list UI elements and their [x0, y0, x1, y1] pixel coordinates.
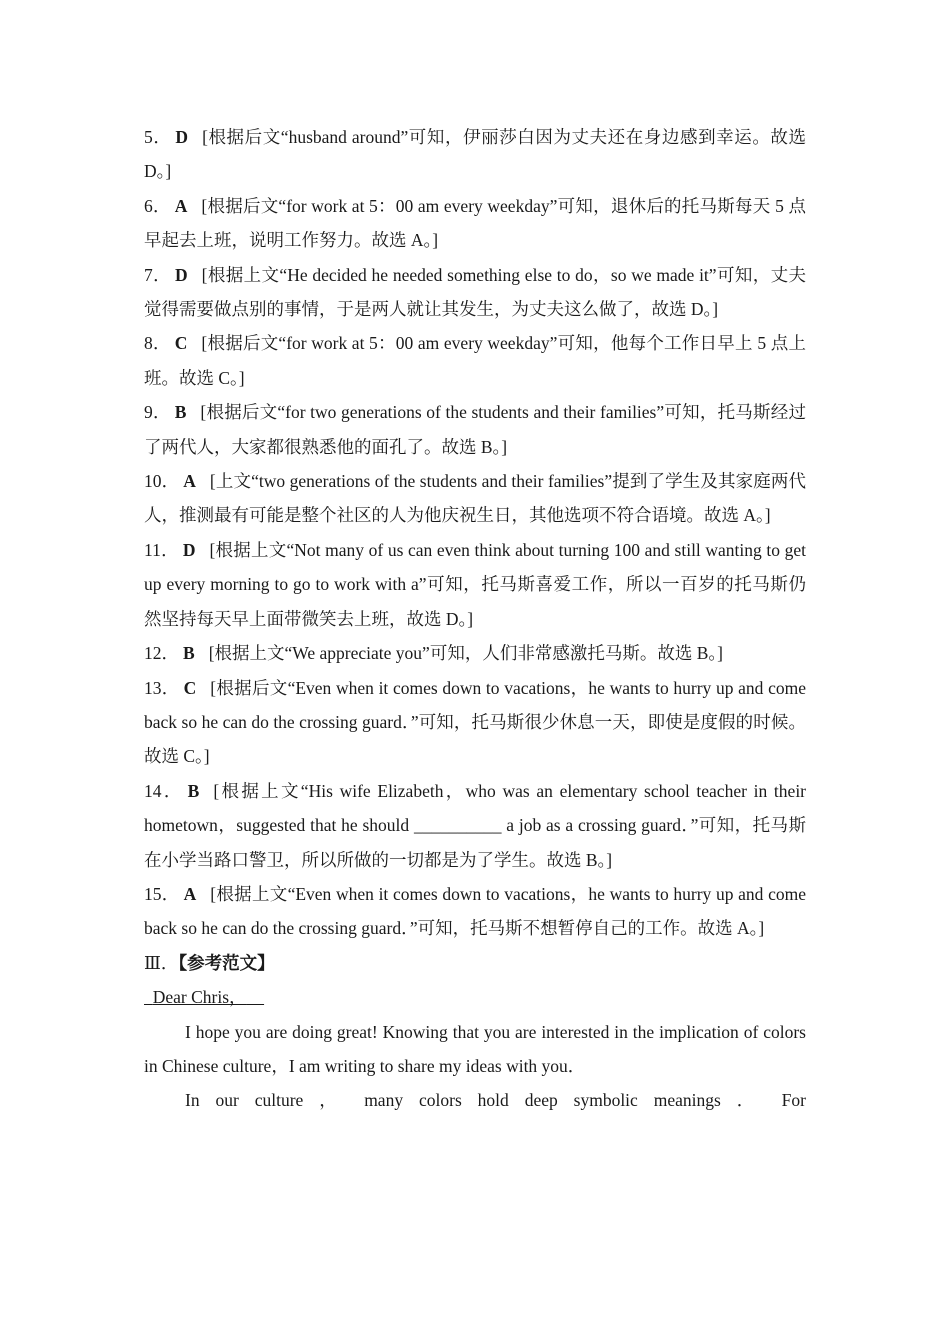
answer-item-14: [144, 774, 806, 877]
question-number: 11．: [144, 539, 179, 560]
explanation: [根据上文“He decided he needed something else to do，so we made it”可知，丈夫觉得需要做点别的事情，于是两人就让其发生，为丈夫这么做了，故选 D。]: [144, 264, 806, 320]
answer-letter: C: [174, 333, 188, 354]
answer-item-12: [144, 636, 806, 670]
answer-letter: D: [182, 539, 196, 560]
essay-salutation: [144, 980, 264, 1014]
answer-item-13: [144, 671, 806, 774]
question-number: 9．: [144, 402, 171, 423]
section-heading: [144, 946, 806, 980]
answer-letter: B: [187, 780, 200, 801]
explanation: [根据后文“for two generations of the students and their families”可知，托马斯经过了两代人，大家都很熟悉他的面孔了。故选 B。]: [144, 402, 806, 457]
explanation: [根据后文“Even when it comes down to vacations，he wants to hurry up and come back so he can do the crossing guard．”可知，托马斯很少休息一天，即使是度假的时候。故选 C。]: [144, 677, 806, 767]
answer-item-9: [144, 395, 806, 464]
answer-letter: B: [174, 402, 187, 423]
question-number: 6．: [144, 195, 171, 216]
explanation: [根据后文“for work at 5：00 am every weekday”可知，退休后的托马斯每天 5 点早起去上班，说明工作努力。故选 A。]: [144, 195, 807, 251]
question-number: 15．: [144, 883, 180, 904]
essay-paragraph-2: In our culture ， many colors hold deep symbolic meanings ． For: [185, 1090, 806, 1111]
question-number: 13．: [144, 677, 180, 698]
answer-letter: B: [183, 643, 195, 664]
answer-letter: A: [183, 883, 197, 904]
answer-item-5: [144, 120, 806, 189]
answer-letter: D: [175, 127, 189, 147]
explanation: [根据后文“for work at 5：00 am every weekday”可知，他每个工作日早上 5 点上班。故选 C。]: [144, 333, 807, 388]
explanation: [根据上文“His wife Elizabeth，who was an elementary school teacher in their hometown，suggested that he should __________ a job as a crossing guard．”可知，托马斯在小学当路口警卫，所以所做的一切都是为了学生。故选 B。]: [144, 780, 807, 870]
explanation: [根据上文“Not many of us can even think about turning 100 and still wanting to get up every morning to go to work with a”可知，托马斯喜爱工作，所以一百岁的托马斯仍然坚持每天早上面带微笑去上班，故选 D。]: [144, 539, 807, 629]
answer-item-6: [144, 189, 806, 258]
explanation: [上文“two generations of the students and their families”提到了学生及其家庭两代人，推测最有可能是整个社区的人为他庆祝生日，其他选项不符合语境。故选 A。]: [144, 471, 807, 526]
question-number: 7．: [144, 264, 172, 285]
answer-letter: C: [183, 677, 197, 698]
question-number: 8．: [144, 333, 171, 354]
section-numeral: Ⅲ．: [144, 952, 179, 973]
question-number: 14．: [144, 780, 184, 801]
question-number: 10．: [144, 471, 180, 492]
answer-item-7: [144, 258, 806, 327]
document-page: [144, 120, 806, 1118]
section-title: 【参考范文】: [178, 952, 275, 973]
answer-letter: D: [175, 264, 188, 285]
answer-letter: A: [174, 195, 188, 216]
salutation-text: Dear Chris，: [152, 987, 247, 1008]
explanation: [根据后文“husband around”可知，伊丽莎白因为丈夫还在身边感到幸运。故选 D。]: [144, 127, 806, 182]
question-number: 12．: [144, 643, 179, 664]
explanation: [根据上文“Even when it comes down to vacations，he wants to hurry up and come back so he can do the crossing guard．”可知，托马斯不想暂停自己的工作。故选 A。]: [144, 883, 806, 939]
essay-paragraph-1: I hope you are doing great! Knowing that you are interested in the implication of colors in Chinese culture，I am writing to share my ideas with you．: [144, 1021, 806, 1076]
question-number: 5．: [144, 127, 172, 147]
answer-item-11: [144, 533, 806, 636]
answer-item-10: [144, 464, 806, 533]
answer-letter: A: [183, 471, 196, 492]
explanation: [根据上文“We appreciate you”可知，人们非常感激托马斯。故选 B。]: [208, 643, 723, 664]
answer-item-8: [144, 326, 806, 395]
answer-item-15: [144, 877, 806, 946]
